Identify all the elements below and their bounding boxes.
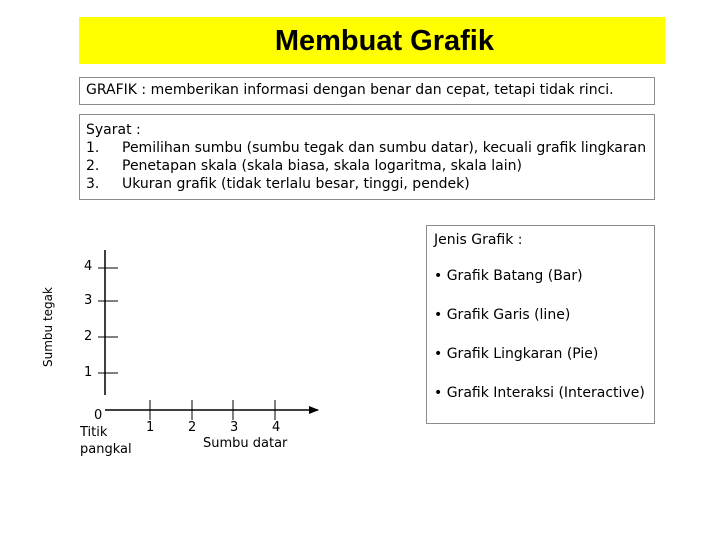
x-axis-label: Sumbu datar (203, 436, 288, 451)
x-tick-label: 2 (188, 420, 197, 435)
origin-label-line2: pangkal (80, 442, 132, 457)
chart-type-item: • Grafik Lingkaran (Pie) (434, 346, 599, 362)
x-tick-label: 3 (230, 420, 239, 435)
page-title: Membuat Grafik (274, 25, 494, 57)
chart-type-item: • Grafik Interaksi (Interactive) (434, 385, 645, 401)
requirement-number: 3. (86, 176, 100, 192)
requirement-text: Ukuran grafik (tidak terlalu besar, tinggi, pendek) (122, 176, 470, 192)
requirements-heading: Syarat : (86, 122, 141, 138)
chart-type-item: • Grafik Garis (line) (434, 307, 571, 323)
y-axis-label: Sumbu tegak (41, 287, 55, 367)
origin-label-line1: Titik (80, 425, 108, 440)
requirement-number: 1. (86, 140, 100, 156)
requirement-text: Pemilihan sumbu (sumbu tegak dan sumbu datar), kecuali grafik lingkaran (122, 140, 647, 156)
y-tick-label: 3 (84, 293, 93, 308)
origin-value: 0 (94, 408, 103, 423)
chart-type-item: • Grafik Batang (Bar) (434, 268, 583, 284)
requirement-number: 2. (86, 158, 100, 174)
chart-types-heading: Jenis Grafik : (434, 232, 523, 248)
y-tick-label: 1 (84, 365, 93, 380)
x-tick-label: 1 (146, 420, 155, 435)
intro-box: GRAFIK : memberikan informasi dengan benar dan cepat, tetapi tidak rinci. (79, 77, 655, 105)
requirement-text: Penetapan skala (skala biasa, skala logaritma, skala lain) (122, 158, 522, 174)
x-tick-label: 4 (272, 420, 281, 435)
y-tick-label: 4 (84, 259, 93, 274)
y-tick-label: 2 (84, 329, 93, 344)
